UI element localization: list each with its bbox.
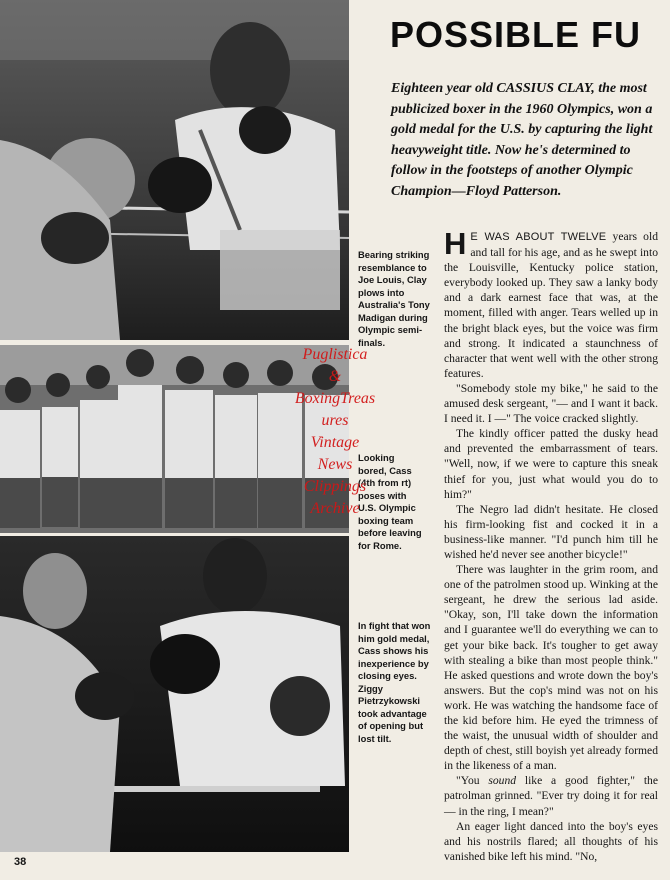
photo-clay-vs-madigan [0,0,349,340]
paragraph: The kindly officer patted the dusky head and prevented the embarrassment of tears. "Well, now, if we were to capture this sneak thief for you, just what would you do to him?" [444,427,658,501]
article-headline: POSSIBLE FU [390,14,642,55]
caption-photo-3: In fight that won him gold medal, Cass shows his inexperience by closing eyes. Ziggy Pietrzykowski took advantage of opening but lost tilt. [358,620,431,744]
paragraph [444,226,658,381]
watermark-line: Puglistica [302,346,368,363]
photo-gold-medal-fight [0,536,349,852]
caption-photo-2: Looking bored, Cass (4th from rt) poses with U.S. Olympic boxing team before leaving for Rome. [358,452,422,551]
watermark-line: Vintage [310,434,360,451]
caption-photo-1: Bearing striking resemblance to Joe Louis, Clay plows into Australia's Tony Madigan during Olympic semi-finals. [358,249,430,348]
lead-in: E WAS ABOUT TWELVE [470,231,607,243]
watermark-line: & [328,368,342,385]
paragraph: There was laughter in the grim room, and one of the patrolmen stood up. Winking at the sergeant, he drew the serious lad aside. "Okay, son, I'll take down the information and I guarantee we'll do everything we can to get your bike back. It's tougher to get away with stealing a bike than most people think." He asked questions and wrote down the boy's answers. But the cop's mind was not on his work. He was watching the handsome face of the kid before him. He eyed the trimness of the waist, the unusual width of shoulder and depth of chest, still boyish yet already formed in the likeness of a man. [444,563,658,773]
watermark-line: News [317,456,353,473]
article-body [444,226,658,864]
watermark-line: Clippings [303,478,367,495]
article-deck: Eighteen year old CASSIUS CLAY, the most publicized boxer in the 1960 Olympics, won a gold medal for the U.S. by capturing the light heavyweight title. Now he's determined to follow in the footsteps of another Olympic Champion—Floyd Patterson. [391,81,653,199]
archive-watermark [280,344,390,520]
drop-cap: H [444,226,467,261]
boxing-photo-1 [0,0,349,340]
watermark-line: Archive [310,500,360,517]
watermark-line: ures [321,412,349,429]
watermark-line: BoxingTreas [294,390,376,407]
paragraph-text: years old and tall for his age, and as he swept into the Louisville, Kentucky police station, everybody looked up. They saw a lanky body and a dark earnest face that was, at the moment, filled with anger. Tears welled up in the bright black eyes, but the voice was firm and strong. It indicated a staunchness of character that went well with the other strong features. [444,230,658,380]
emphasis: sound [488,774,517,788]
boxing-photo-2 [0,536,349,852]
page-number: 38 [14,856,27,868]
paragraph: "Somebody stole my bike," he said to the amused desk sergeant, "— and I want it back. I need it. I —" The voice cracked slightly. [444,381,658,426]
paragraph [444,773,658,818]
paragraph: The Negro lad didn't hesitate. He closed his firm-looking fist and cocked it in a business-like manner. "I'd punch him till he wished he'd never see another bicycle!" [444,502,658,561]
paragraph-text: like a good fighter," the patrolman grinned. "Ever try doing it for real — in the ring, I mean?" [444,774,658,818]
paragraph-text: "You [456,774,489,788]
paragraph: An eager light danced into the boy's eyes and his nostrils flared; all thoughts of his vanished bike left his mind. "No, [444,819,658,863]
